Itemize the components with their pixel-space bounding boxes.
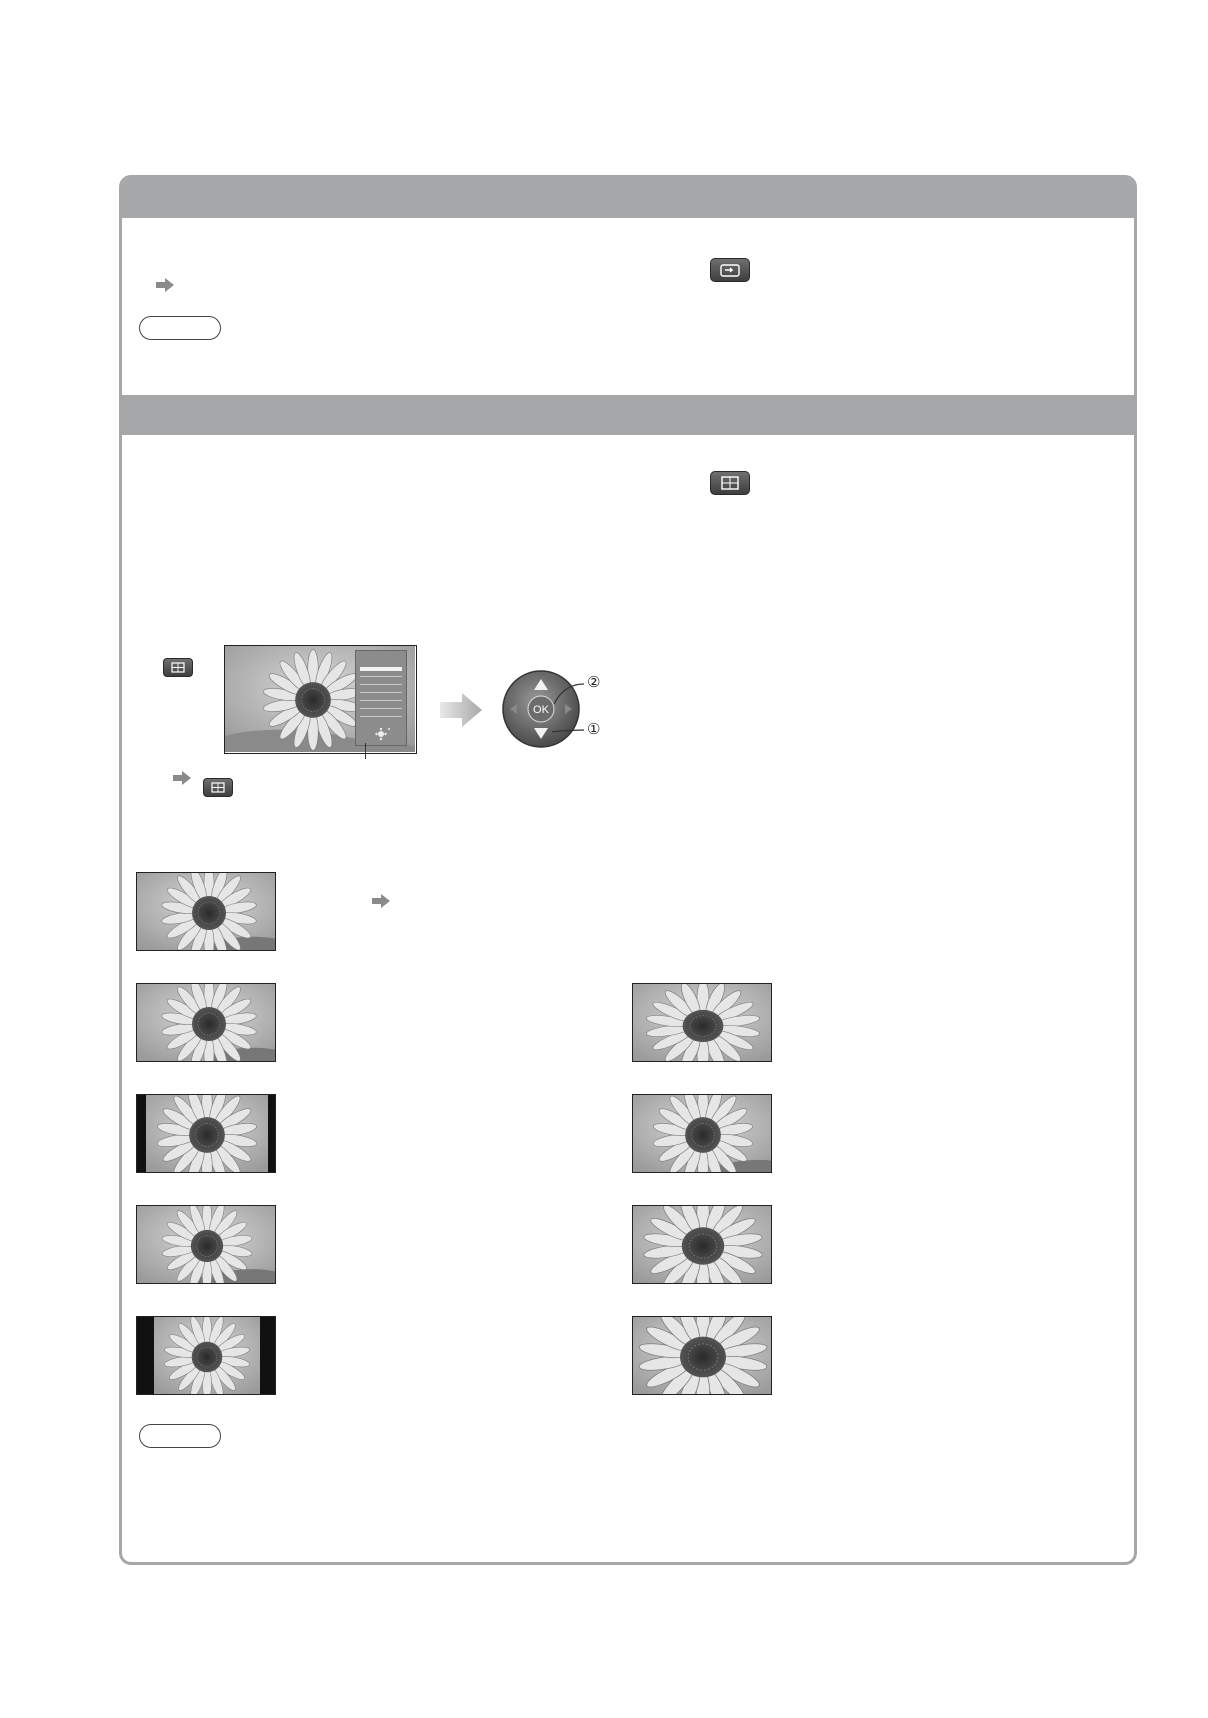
aspect-button-icon	[203, 778, 233, 797]
menu-pointer-line	[365, 743, 366, 759]
aspect-menu-screen	[224, 645, 417, 754]
aspect-button-icon	[710, 471, 750, 495]
aspect-thumbnail-4-3-full	[632, 1316, 772, 1395]
transition-arrow-icon	[440, 693, 482, 727]
aspect-thumbnail-zoom1	[632, 983, 772, 1062]
section-header-bar	[122, 395, 1134, 435]
aspect-button-icon	[163, 658, 193, 677]
svg-text:OK: OK	[533, 704, 549, 716]
note-pill	[139, 316, 221, 340]
note-pill	[139, 1424, 221, 1448]
aspect-menu-list	[355, 650, 407, 746]
aspect-thumbnail-14-9	[136, 1094, 276, 1173]
section-header-bar	[122, 178, 1134, 218]
callout-2: ②	[587, 673, 601, 691]
callout-lines	[552, 670, 612, 740]
right-arrow-icon	[173, 771, 191, 785]
aspect-settings-panel	[119, 175, 1137, 1565]
aspect-thumbnail-zoom2	[632, 1094, 772, 1173]
callout-1: ①	[587, 720, 601, 738]
aspect-thumbnail-16-9	[136, 983, 276, 1062]
right-arrow-icon	[156, 278, 174, 292]
navigation-hint-icon	[375, 727, 391, 741]
input-select-button-icon	[710, 258, 750, 282]
aspect-thumbnail-just	[136, 1205, 276, 1284]
aspect-thumbnail-auto	[136, 872, 276, 951]
aspect-thumbnail-zoom3	[632, 1205, 772, 1284]
aspect-thumbnail-4-3	[136, 1316, 276, 1395]
right-arrow-icon	[372, 894, 390, 908]
